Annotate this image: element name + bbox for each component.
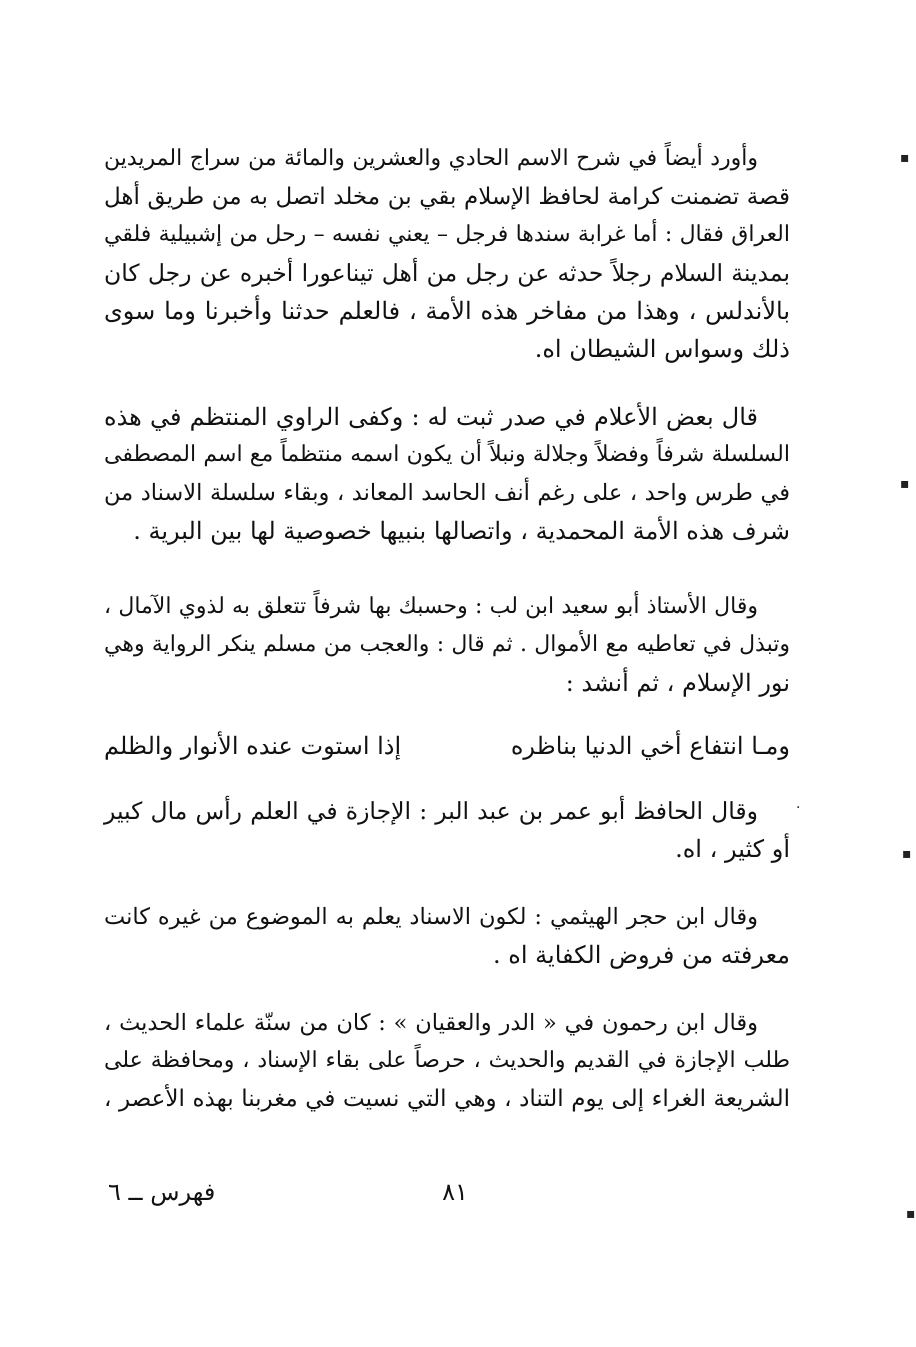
- text-line: طلب الإجازة في القديم والحديث ، حرصاً على بقاء الإسناد ، ومحافظة على: [104, 1048, 790, 1073]
- paragraph-ibn-rahmun: [104, 1004, 790, 1118]
- paragraph-ibn-abd-al-barr: [104, 792, 790, 868]
- text-line: شرف هذه الأمة المحمدية ، واتصالها بنبيها خصوصية لها بين البرية .: [133, 517, 790, 545]
- text-line: قال بعض الأعلام في صدر ثبت له : وكفى الراوي المنتظم في هذه: [104, 403, 758, 431]
- text-line: أو كثير ، اه.: [675, 835, 790, 863]
- paragraph-siraj-al-muridin: [104, 140, 790, 368]
- text-line: نور الإسلام ، ثم أنشد :: [565, 669, 790, 697]
- paragraph-ibn-lubb: [104, 588, 790, 702]
- verse-first-hemistich: ومـا انتفاع أخي الدنيا بناظره: [510, 732, 790, 760]
- paragraph-thabat: [104, 398, 790, 550]
- margin-mark: ▪: [900, 476, 910, 492]
- poem-verse: [104, 726, 790, 766]
- margin-mark: ·: [796, 800, 801, 816]
- text-line: السلسلة شرفاً وفضلاً وجلالة ونبلاً أن يكون اسمه منتظماً مع اسم المصطفى: [104, 442, 790, 467]
- text-line: بمدينة السلام رجلاً حدثه عن رجل من أهل تيناعورا أخبره عن رجل كان: [104, 259, 790, 287]
- margin-mark: ▪: [902, 846, 912, 862]
- text-line: وقال الأستاذ أبو سعيد ابن لب : وحسبك بها شرفاً تتعلق به لذوي الآمال ،: [104, 594, 758, 619]
- margin-mark: ▪: [906, 1206, 916, 1222]
- text-line: العراق فقال : أما غرابة سندها فرجل – يعني نفسه – رحل من إشبيلية فلقي: [104, 222, 790, 247]
- text-line: وتبذل في تعاطيه مع الأموال . ثم قال : والعجب من مسلم ينكر الرواية وهي: [104, 632, 790, 657]
- text-line: وقال ابن رحمون في « الدر والعقيان » : كان من سنّة علماء الحديث ،: [104, 1010, 758, 1036]
- text-line: قصة تضمنت كرامة لحافظ الإسلام بقي بن مخلد اتصل به من طريق أهل: [104, 184, 790, 210]
- verse-second-hemistich: إذا استوت عنده الأنوار والظلم: [104, 732, 402, 760]
- folio-signature: فهرس ــ ٦: [108, 1178, 216, 1206]
- text-line: ذلك وسواس الشيطان اه.: [534, 335, 790, 363]
- text-line: الشريعة الغراء إلى يوم التناد ، وهي التي نسيت في مغربنا بهذه الأعصر ،: [104, 1086, 790, 1112]
- text-line: في طرس واحد ، على رغم أنف الحاسد المعاند ، وبقاء سلسلة الاسناد من: [104, 480, 790, 506]
- page-number: ٨١: [442, 1178, 468, 1206]
- paragraph-ibn-hajar: [104, 898, 790, 974]
- text-line: وقال ابن حجر الهيثمي : لكون الاسناد يعلم به الموضوع من غيره كانت: [104, 904, 758, 930]
- text-line: بالأندلس ، وهذا من مفاخر هذه الأمة ، فالعلم حدثنا وأخبرنا وما سوى: [104, 297, 790, 325]
- page-footer: [0, 1172, 914, 1212]
- text-line: وأورد أيضاً في شرح الاسم الحادي والعشرين والمائة من سراج المريدين: [104, 146, 758, 171]
- text-line: وقال الحافظ أبو عمر بن عبد البر : الإجازة في العلم رأس مال كبير: [104, 797, 758, 825]
- margin-mark: ▪: [900, 150, 910, 166]
- text-line: معرفته من فروض الكفاية اه .: [493, 941, 790, 969]
